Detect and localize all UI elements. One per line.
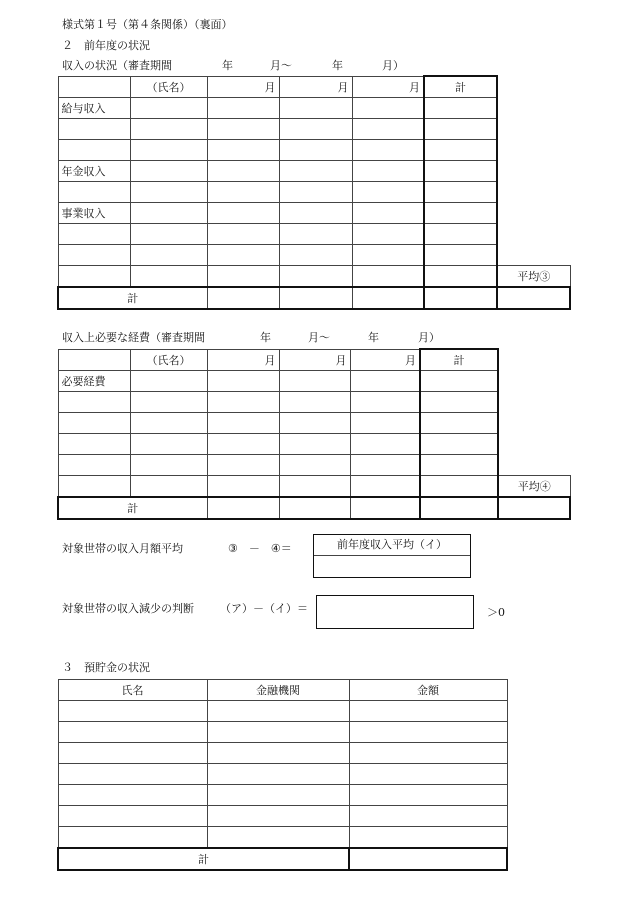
expenses-row-label: 必要経費 [58,371,130,392]
income-period-month-from: 月～ [270,59,292,72]
expenses-col-month-2: 月 [279,349,350,371]
savings-table [57,679,508,871]
income-title: 収入の状況（審査期間 [62,59,172,72]
income-col-total: 計 [424,76,497,98]
income-period-month-end: 月） [382,59,404,72]
expenses-total-label: 計 [58,497,207,519]
expenses-row-label [58,434,130,455]
expenses-row-label [58,413,130,434]
income-period-year-1: 年 [222,59,233,72]
form-title: 様式第１号（第４条関係）（裏面） [62,18,233,31]
income-table [57,75,571,310]
income-col-month-2: 月 [279,76,352,98]
income-row-label: 年金収入 [58,161,130,182]
income-col-month-1: 月 [207,76,279,98]
greater-than-zero: ＞0 [487,606,505,619]
expenses-col-name: （氏名） [130,349,207,371]
table-row [58,785,507,806]
expenses-period-year-1: 年 [260,331,271,344]
table-row [58,806,507,827]
monthly-average-label: 対象世帯の収入月額平均 [62,542,183,555]
table-row [58,722,507,743]
income-col-month-3: 月 [352,76,424,98]
income-row-label [58,266,130,288]
expenses-row-label [58,392,130,413]
expenses-period-month-end: 月） [418,331,440,344]
prev-year-average-box [313,534,471,578]
table-row [58,827,507,849]
section-2-heading: ２ 前年度の状況 [62,39,150,52]
income-period-year-2: 年 [332,59,343,72]
income-row-label [58,224,130,245]
prev-year-average-label: 前年度収入平均（イ） [314,535,470,556]
income-row-label [58,119,130,140]
table-row [58,743,507,764]
expenses-title: 収入上必要な経費（審査期間 [62,331,205,344]
income-row-label: 給与収入 [58,98,130,119]
income-decrease-label: 対象世帯の収入減少の判断 [62,602,194,615]
expenses-period-year-2: 年 [368,331,379,344]
income-total-label: 計 [58,287,207,309]
expenses-row-label [58,455,130,476]
expenses-table [57,348,571,520]
income-row-label [58,140,130,161]
expenses-col-total: 計 [420,349,498,371]
expenses-average-4: 平均④ [498,476,570,498]
income-col-name: （氏名） [130,76,207,98]
income-average-3: 平均③ [497,266,570,288]
income-row-label [58,182,130,203]
income-decrease-formula: （ア）－（イ）＝ [220,602,308,615]
monthly-average-formula: ③ － ④＝ [228,542,292,555]
expenses-row-label [58,476,130,498]
section-3-heading: ３ 預貯金の状況 [62,661,150,674]
savings-col-name: 氏名 [58,680,207,701]
expenses-col-month-1: 月 [207,349,279,371]
income-row-label [58,245,130,266]
savings-col-bank: 金融機関 [207,680,349,701]
table-row [58,701,507,722]
savings-total-label: 計 [58,848,349,870]
income-decrease-box [316,595,474,629]
savings-col-amount: 金額 [349,680,507,701]
income-row-label: 事業収入 [58,203,130,224]
table-row [58,764,507,785]
expenses-period-month-from: 月～ [308,331,330,344]
expenses-col-month-3: 月 [350,349,420,371]
